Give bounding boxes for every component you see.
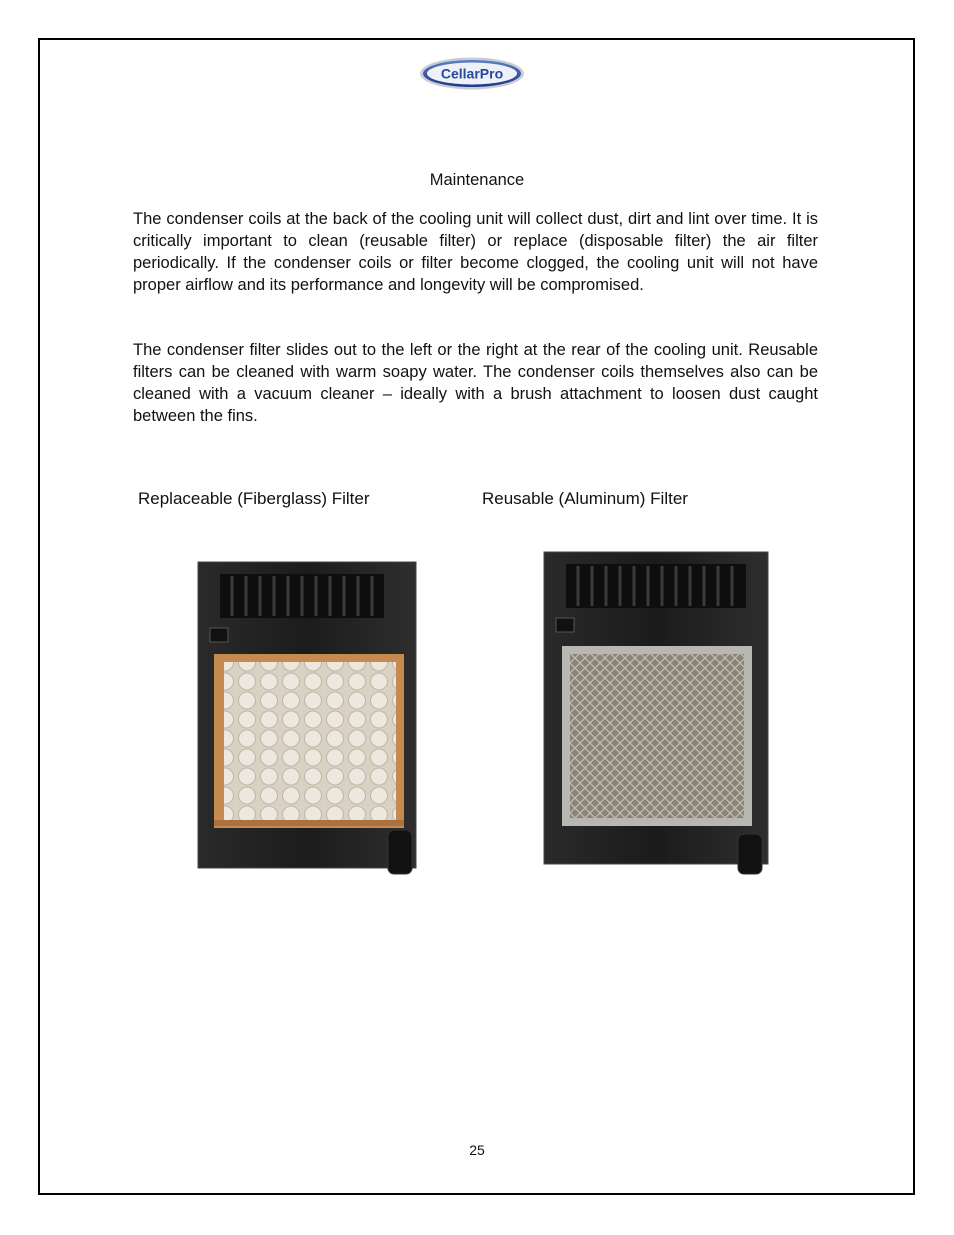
cellarpro-logo bbox=[419, 57, 525, 90]
section-title: Maintenance bbox=[429, 171, 525, 189]
fiberglass-filter-photo bbox=[192, 558, 420, 876]
page-number: 25 bbox=[469, 1142, 485, 1158]
paragraph-1: The condenser coils at the back of the cooling unit will collect dust, dirt and lint over time. It is critically important to clean (reusable filter) or replace (disposable filter) the air filter periodically. If the condenser coils or filter become clogged, the cooling unit will not have proper airflow and its performance and longevity will be compromised. bbox=[133, 210, 818, 294]
paragraph-2: The condenser filter slides out to the left or the right at the rear of the cooling unit. Reusable filters can be cleaned with warm soapy water. The condenser coils themselves also can be cleaned with a vacuum cleaner – ideally with a brush attachment to loosen dust caught between the fins. bbox=[133, 341, 818, 425]
caption-fiberglass: Replaceable (Fiberglass) Filter bbox=[138, 489, 370, 508]
aluminum-filter-photo bbox=[540, 548, 772, 876]
caption-aluminum: Reusable (Aluminum) Filter bbox=[482, 489, 688, 508]
logo-text: CellarPro bbox=[440, 65, 504, 82]
